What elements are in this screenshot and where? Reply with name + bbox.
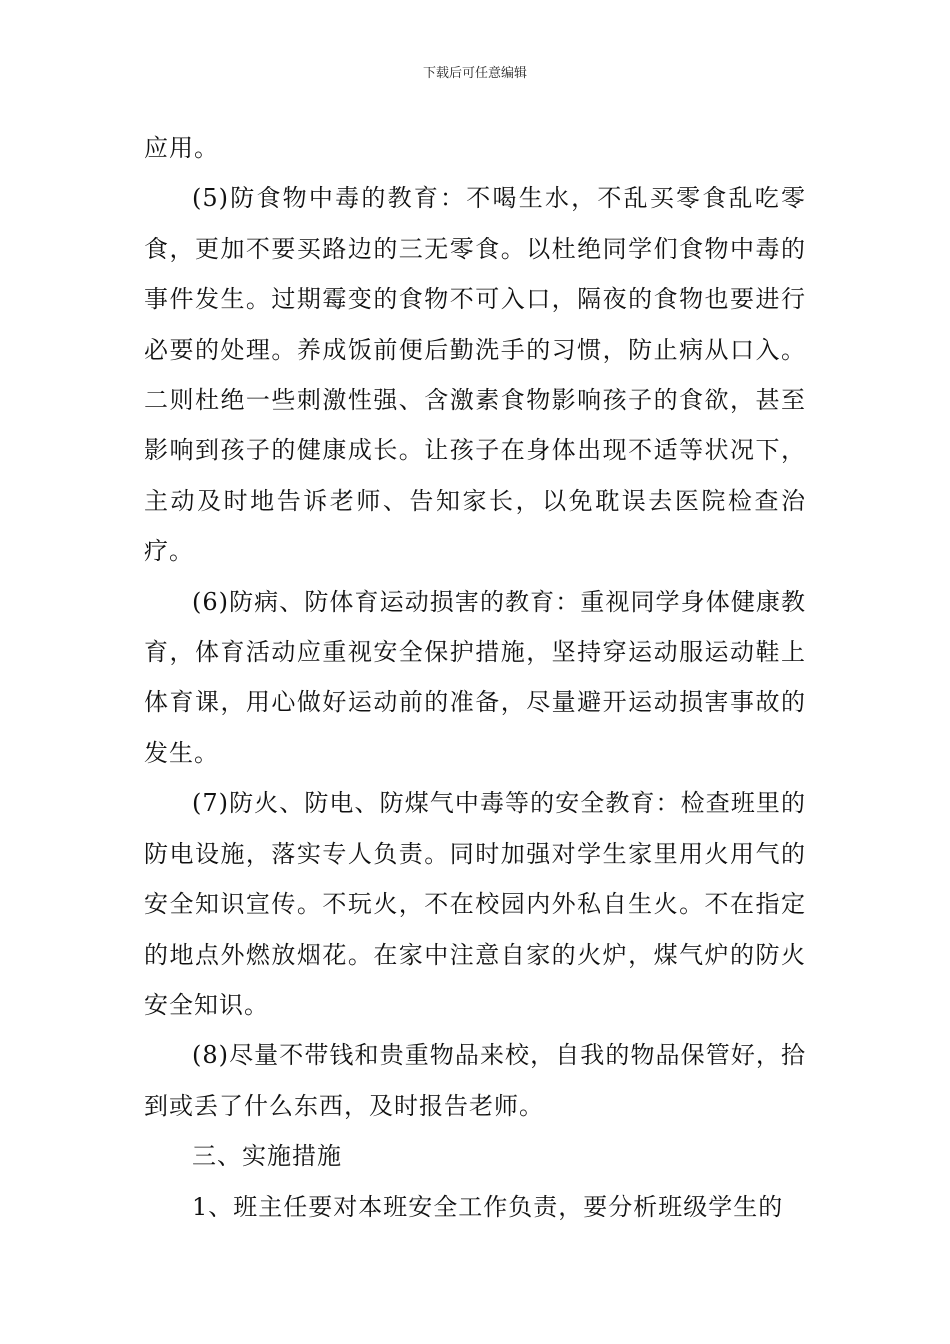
paragraph-measure-1: 1、班主任要对本班安全工作负责，要分析班级学生的 <box>192 1192 784 1221</box>
section-heading-measures: 三、实施措施 <box>192 1142 342 1171</box>
paragraph-sports-injury: (6)防病、防体育运动损害的教育：重视同学身体健康教育，体育活动应重视安全保护措施，坚持穿运动服运动鞋上体育课，用心做好运动前的准备，尽量避开运动损害事故的发生。 <box>144 587 806 767</box>
document-body <box>144 123 806 1232</box>
paragraph-fire-electric-safety: (7)防火、防电、防煤气中毒等的安全教育：检查班里的防电设施，落实专人负责。同时加强对学生家里用火用气的安全知识宣传。不玩火，不在校园内外私自生火。不在指定的地点外燃放烟花。在家中注意自家的火炉，煤气炉的防火安全知识。 <box>144 789 806 1019</box>
paragraph-continuation: 应用。 <box>144 134 219 162</box>
paragraph-food-poisoning: (5)防食物中毒的教育：不喝生水，不乱买零食乱吃零食，更加不要买路边的三无零食。以杜绝同学们食物中毒的事件发生。过期霉变的食物不可入口，隔夜的食物也要进行必要的处理。养成饭前便后勤洗手的习惯，防止病从口入。二则杜绝一些刺激性强、含激素食物影响孩子的食欲，甚至影响到孩子的健康成长。让孩子在身体出现不适等状况下，主动及时地告诉老师、告知家长，以免耽误去医院检查治疗。 <box>144 184 806 566</box>
page-header: 下载后可任意编辑 <box>422 66 527 81</box>
paragraph-valuables: (8)尽量不带钱和贵重物品来校，自我的物品保管好，拾到或丢了什么东西，及时报告老师。 <box>144 1041 806 1120</box>
